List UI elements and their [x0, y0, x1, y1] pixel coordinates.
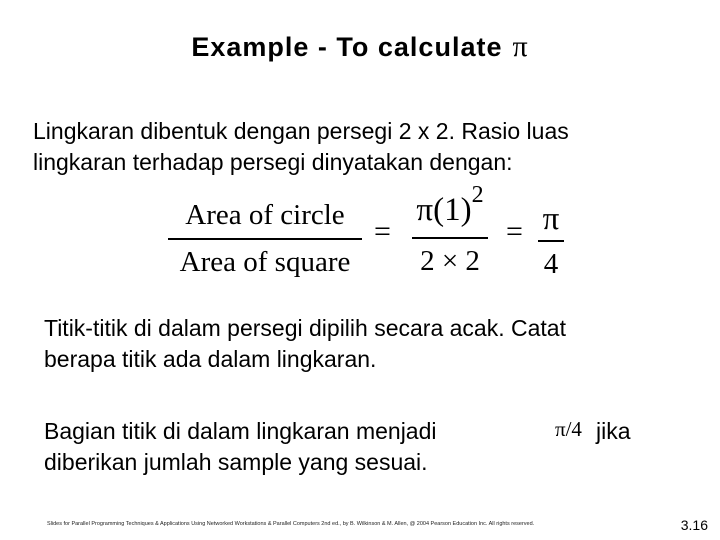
area-circle-numerator: Area of circle [185, 199, 345, 231]
sampling-line-2: berapa titik ada dalam lingkaran. [44, 346, 377, 372]
sampling-paragraph [44, 313, 566, 375]
page-number: 3.16 [680, 517, 708, 533]
intro-paragraph [33, 116, 569, 178]
area-ratio-fraction [168, 198, 362, 280]
exponent: 2 [471, 182, 484, 208]
title-text: Example - To calculate [191, 32, 503, 62]
four-denominator: 4 [543, 248, 559, 280]
pi-one-numerator [412, 182, 488, 235]
fraction-bar [412, 237, 488, 239]
slide-title [0, 30, 720, 64]
sampling-line-1: Titik-titik di dalam persegi dipilih secara acak. Catat [44, 315, 566, 341]
two-times-two-denominator: 2 × 2 [420, 245, 480, 277]
pi-numerator: π [542, 201, 560, 237]
equals-sign: = [506, 215, 523, 248]
jika-word: jika [596, 418, 631, 444]
area-ratio-formula [168, 182, 588, 298]
pi-one-squared-fraction [412, 182, 488, 279]
fraction-line-1: Bagian titik di dalam lingkaran menjadi [44, 418, 437, 444]
pi-over-four-fraction [538, 202, 564, 282]
equals-sign: = [374, 215, 391, 248]
slide-footer: Slides for Parallel Programming Techniques & Applications Using Networked Workstations & Parallel Computers 2nd ed., by B. Wilkinson & M. Allen, @ 2004 Pearson Education Inc. All rights reserved. [47, 521, 535, 527]
title-pi-symbol: π [512, 30, 529, 63]
fraction-bar [538, 240, 564, 242]
fraction-line-2: diberikan jumlah sample yang sesuai. [44, 449, 428, 475]
area-square-denominator: Area of square [179, 246, 351, 278]
inline-pi-over-four: π/4 [555, 417, 582, 441]
fraction-paragraph [44, 416, 437, 478]
fraction-bar [168, 238, 362, 240]
intro-line-1: Lingkaran dibentuk dengan persegi 2 x 2. Rasio luas [33, 118, 569, 144]
pi-one-base: π(1) [416, 192, 472, 228]
intro-line-2: lingkaran terhadap persegi dinyatakan dengan: [33, 149, 513, 175]
